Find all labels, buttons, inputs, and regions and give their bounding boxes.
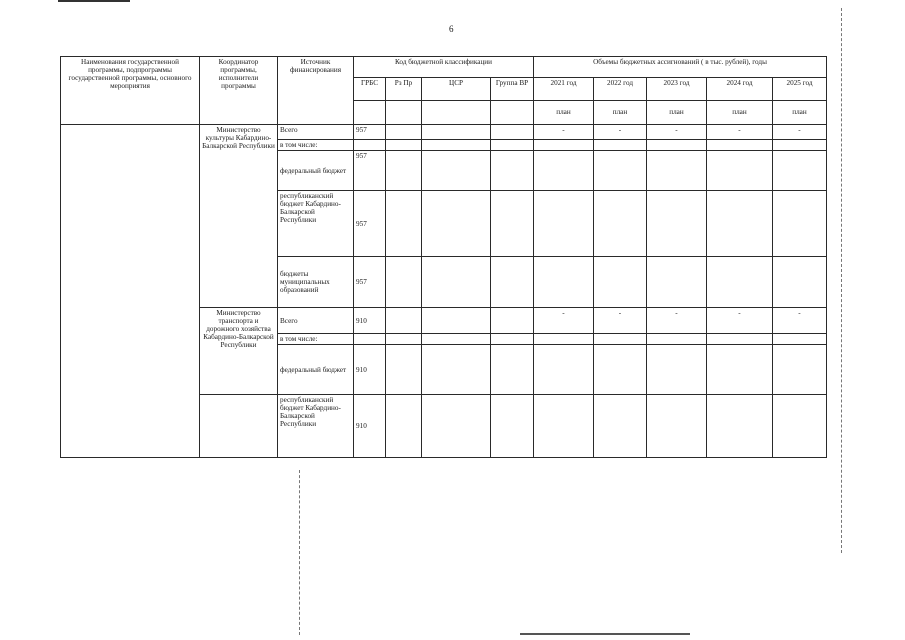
coordinator-cell: Министерство культуры Кабардино-Балкарской Республики <box>200 125 278 308</box>
header-code-grbs: ГРБС <box>354 78 386 101</box>
grbs-cell: 910 <box>354 345 386 395</box>
coordinator-cell: Министерство транспорта и дорожного хозяйства Кабардино-Балкарской Республики <box>200 308 278 395</box>
program-name-cell <box>61 125 200 458</box>
source-cell: бюджеты муниципальных образований <box>278 257 354 308</box>
grbs-cell: 957 <box>354 125 386 140</box>
source-cell: в том числе: <box>278 334 354 345</box>
value-cell: - <box>647 125 707 140</box>
value-cell: - <box>594 308 647 334</box>
header-codes-group: Код бюджетной классификации <box>354 57 534 78</box>
header-code-vr: Группа ВР <box>491 78 534 101</box>
scan-mark-top-left <box>58 0 130 2</box>
header-year-2021: 2021 год <box>534 78 594 101</box>
source-cell: федеральный бюджет <box>278 151 354 191</box>
source-cell: республиканский бюджет Кабардино-Балкарской Республики <box>278 191 354 257</box>
value-cell: - <box>707 125 773 140</box>
header-year-2023: 2023 год <box>647 78 707 101</box>
source-cell: республиканский бюджет Кабардино-Балкарской Республики <box>278 395 354 458</box>
source-cell: Всего <box>278 125 354 140</box>
grbs-cell: 957 <box>354 257 386 308</box>
budget-table <box>60 56 827 458</box>
header-plan-2023: план <box>647 101 707 125</box>
grbs-cell: 910 <box>354 395 386 458</box>
header-code-rzpr: Рз Пр <box>386 78 422 101</box>
header-plan-2022: план <box>594 101 647 125</box>
value-cell: - <box>773 125 827 140</box>
scan-fold-line <box>299 470 301 635</box>
grbs-cell: 910 <box>354 308 386 334</box>
value-cell: - <box>773 308 827 334</box>
grbs-cell: 957 <box>354 191 386 257</box>
value-cell: - <box>707 308 773 334</box>
header-year-2025: 2025 год <box>773 78 827 101</box>
value-cell: - <box>534 125 594 140</box>
header-coordinator: Координатор программы, исполнители программы <box>200 57 278 125</box>
value-cell: - <box>647 308 707 334</box>
table-row <box>61 125 827 140</box>
source-cell: федеральный бюджет <box>278 345 354 395</box>
source-cell: в том числе: <box>278 140 354 151</box>
coordinator-cell <box>200 395 278 458</box>
header-program: Наименования государственной программы, подпрограммы государственной программы, основного мероприятия <box>61 57 200 125</box>
page-number: 6 <box>449 24 454 34</box>
value-cell: - <box>534 308 594 334</box>
grbs-cell: 957 <box>354 151 386 191</box>
value-cell: - <box>594 125 647 140</box>
header-year-2024: 2024 год <box>707 78 773 101</box>
header-volumes-group: Объемы бюджетных ассигнований ( в тыс. рублей), годы <box>534 57 827 78</box>
scan-edge-right <box>841 8 843 553</box>
header-plan-2024: план <box>707 101 773 125</box>
header-year-2022: 2022 год <box>594 78 647 101</box>
source-cell: Всего <box>278 308 354 334</box>
header-plan-2025: план <box>773 101 827 125</box>
header-plan-2021: план <box>534 101 594 125</box>
header-source: Источник финансирования <box>278 57 354 125</box>
header-code-csr: ЦСР <box>422 78 491 101</box>
scan-mark-bottom <box>520 633 690 635</box>
